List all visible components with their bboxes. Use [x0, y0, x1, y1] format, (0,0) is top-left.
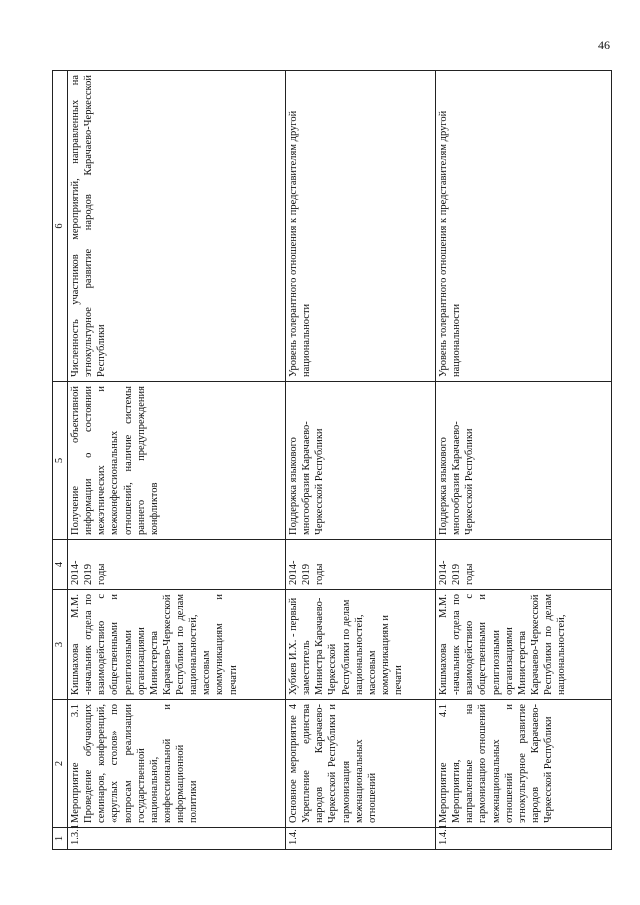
result-cell: Поддержка языкового многообразия Карачаево-Черкесской Республики — [436, 382, 612, 540]
responsible-cell: Кишмахова М.М. -начальник отдела по взаимодействию с общественными и религиозными организациями Министерства Карачаево-Черкесской Республики по делам национальностей, массовым коммуникациям и печати — [68, 590, 286, 700]
event-cell: Мероприятие 3.1 Проведение обучающих семинаров, конференций, «круглых столов» по вопросам реализации государственной национальной, конфессиональной и информационной политики — [68, 700, 286, 828]
event-cell: Мероприятие 4.1 Мероприятия, направленные на гармонизацию отношений межнациональных отношений и этнокультурное развитие народов Карачаево-Черкесской Республики — [436, 700, 612, 828]
column-header-5: 5 — [53, 382, 68, 540]
responsible-cell: Хубиев И.Х. - первый заместитель Министра Карачаево-Черкесской Республики по делам национальностей, массовым коммуникациям и печати — [286, 590, 436, 700]
event-cell: Основное мероприятие 4 Укрепление единства народов Карачаево-Черкесской Республики и гармонизация межнациональных отношений — [286, 700, 436, 828]
column-header-2: 2 — [53, 700, 68, 828]
term-cell: 2014-2019 годы — [68, 540, 286, 590]
responsible-cell: Кишмахова М.М. -начальник отдела по взаимодействию с общественными и религиозными организациями Министерства Карачаево-Черкесской Республики по делам национальностей, — [436, 590, 612, 700]
table-row — [286, 71, 436, 850]
column-header-3: 3 — [53, 590, 68, 700]
result-cell: Поддержка языкового многообразия Карачаево-Черкесской Республики — [286, 382, 436, 540]
indicator-cell: Уровень толерантного отношения к представителям другой национальности — [436, 71, 612, 382]
row-number-cell: 1.3.1 — [68, 828, 286, 850]
term-cell: 2014-2019 годы — [286, 540, 436, 590]
table-row — [68, 71, 286, 850]
row-number-cell: 1.4.1 — [436, 828, 612, 850]
column-header-6: 6 — [53, 71, 68, 382]
page-number: 46 — [598, 38, 610, 52]
row-number-cell: 1.4. — [286, 828, 436, 850]
indicator-cell: Численность участников мероприятий, направленных на этнокультурное развитие народов Карачаево-Черкесской Республики — [68, 71, 286, 382]
program-events-table — [52, 70, 612, 850]
column-header-1: 1 — [53, 828, 68, 850]
result-cell: Получение объективной информации о состоянии межэтнических и межконфессиональных отношений, наличие системы раннего предупреждения конфликтов — [68, 382, 286, 540]
table-row — [436, 71, 612, 850]
column-header-4: 4 — [53, 540, 68, 590]
rotated-table-container — [52, 70, 612, 850]
column-number-row — [53, 71, 68, 850]
term-cell: 2014-2019 годы — [436, 540, 612, 590]
indicator-cell: Уровень толерантного отношения к представителям другой национальности — [286, 71, 436, 382]
